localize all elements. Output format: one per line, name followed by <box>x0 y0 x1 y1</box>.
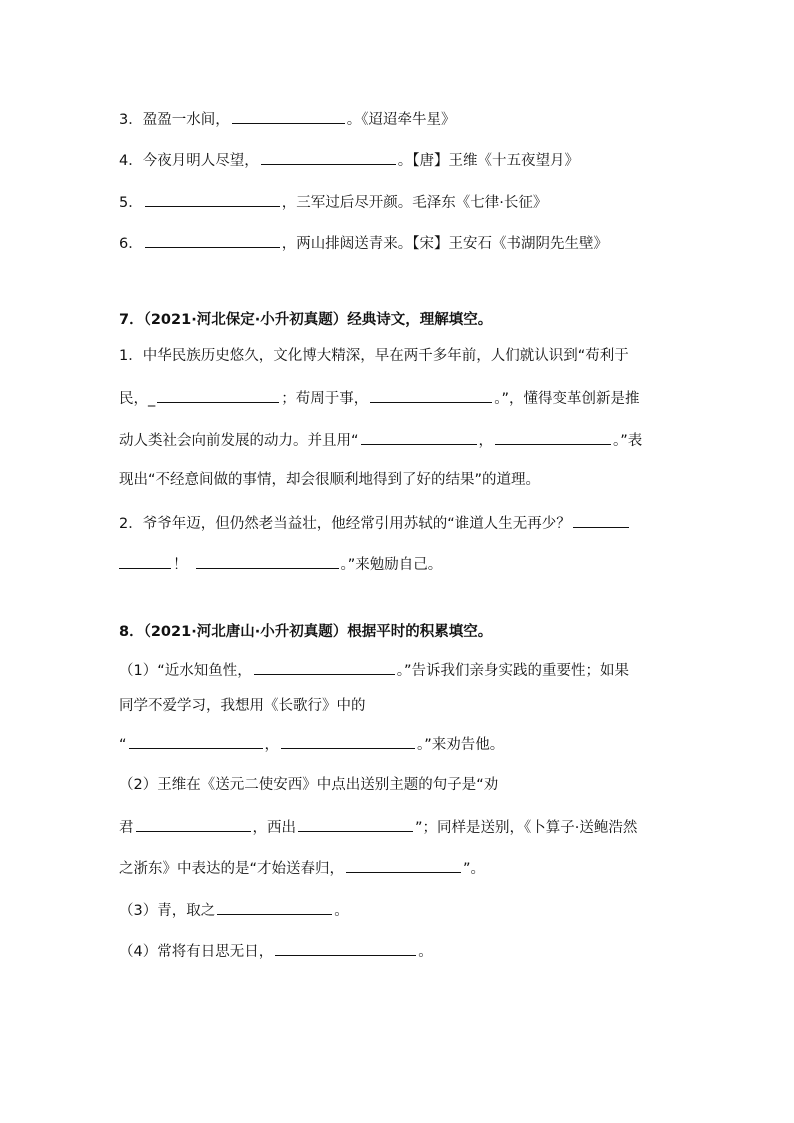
item-text-before: 今夜月明人尽望， <box>142 153 259 169</box>
q8-s4 <box>119 940 433 962</box>
q7-p2-line1 <box>119 512 631 534</box>
item-text-after: ，两山排闼送青来。【宋】王安石《书湖阴先生壁》 <box>281 236 608 252</box>
text-fragment: 2．爷爷年迈，但仍然老当益壮，他经常引用苏轼的“谁道人生无再少？ <box>119 516 571 532</box>
answer-blank[interactable] <box>145 191 280 207</box>
text-fragment: ， <box>478 433 494 449</box>
question-8-heading: 8．（2021·河北唐山·小升初真题）根据平时的积累填空。 <box>119 624 493 640</box>
text-fragment: 。”，懂得变革创新是推 <box>494 391 640 407</box>
text-fragment: 之浙东》中表达的是“才始送春归， <box>119 861 345 877</box>
poem-item-5 <box>119 191 547 213</box>
q7-p2-line2 <box>119 553 442 575</box>
text-fragment: 动人类社会向前发展的动力。并且用“ <box>119 433 359 449</box>
answer-blank[interactable] <box>298 816 413 832</box>
text-fragment: “ <box>119 737 127 753</box>
answer-blank[interactable] <box>361 429 477 445</box>
q7-p1-line2 <box>119 387 640 409</box>
answer-blank[interactable] <box>346 857 461 873</box>
text-fragment: （4）常将有日思无日， <box>119 944 274 960</box>
text-fragment: 。”表 <box>613 433 643 449</box>
answer-blank[interactable] <box>196 553 339 569</box>
text-fragment: 。”来勉励自己。 <box>340 557 443 573</box>
answer-blank[interactable] <box>275 940 416 956</box>
item-number: 5． <box>119 195 143 211</box>
q7-p1-line3 <box>119 429 642 451</box>
item-text-after: 。《迢迢牵牛星》 <box>346 112 456 128</box>
q8-s1-line1 <box>119 659 629 681</box>
answer-blank[interactable] <box>145 232 280 248</box>
q7-p1-line4: 现出“不经意间做的事情，却会很顺利地得到了好的结果”的道理。 <box>119 472 541 488</box>
text-fragment: ”。 <box>463 861 486 877</box>
item-text-before: 盈盈一水间， <box>142 112 230 128</box>
answer-blank[interactable] <box>217 899 332 915</box>
answer-blank[interactable] <box>136 816 251 832</box>
answer-blank[interactable] <box>129 733 263 749</box>
question-7-heading: 7．（2021·河北保定·小升初真题）经典诗文，理解填空。 <box>119 312 493 328</box>
text-fragment: 民，_ <box>119 391 156 407</box>
item-number: 3． <box>119 112 143 128</box>
q8-s1-line2: 同学不爱学习，我想用《长歌行》中的 <box>119 698 366 714</box>
item-text-after: 。【唐】王维《十五夜望月》 <box>397 153 579 169</box>
answer-blank[interactable] <box>495 429 611 445</box>
poem-item-3 <box>119 108 455 130</box>
poem-item-6 <box>119 232 608 254</box>
q8-s2-line1: （2）王维在《送元二使安西》中点出送别主题的句子是“劝 <box>119 777 499 793</box>
text-fragment: ，西出 <box>252 820 296 836</box>
answer-blank[interactable] <box>261 149 396 165</box>
text-fragment: （1）“近水知鱼性， <box>119 663 252 679</box>
item-text-after: ，三军过后尽开颜。毛泽东《七律·长征》 <box>281 195 548 211</box>
q8-s1-line3 <box>119 733 504 755</box>
answer-blank[interactable] <box>232 108 345 124</box>
text-fragment: ”；同样是送别，《卜算子·送鲍浩然 <box>415 820 638 836</box>
text-fragment: 君 <box>119 820 134 836</box>
q8-s3 <box>119 899 349 921</box>
q7-p1-line1: 1．中华民族历史悠久，文化博大精深，早在两千多年前，人们就认识到“苟利于 <box>119 348 629 364</box>
answer-blank[interactable] <box>119 553 171 569</box>
text-fragment: （3）青，取之 <box>119 903 216 919</box>
answer-blank[interactable] <box>157 387 279 403</box>
answer-blank[interactable] <box>370 387 492 403</box>
text-fragment: ， <box>264 737 280 753</box>
text-fragment: ；苟周于事， <box>281 391 369 407</box>
text-fragment: 。”来劝告他。 <box>417 737 505 753</box>
text-fragment: ！ <box>173 557 188 573</box>
poem-item-4 <box>119 149 579 171</box>
q8-s2-line3 <box>119 857 485 879</box>
item-number: 4． <box>119 153 143 169</box>
text-fragment: 。 <box>418 944 433 960</box>
q8-s2-line2 <box>119 816 637 838</box>
answer-blank[interactable] <box>254 659 395 675</box>
text-fragment: 。”告诉我们亲身实践的重要性；如果 <box>396 663 630 679</box>
item-number: 6． <box>119 236 143 252</box>
answer-blank[interactable] <box>281 733 415 749</box>
text-fragment: 。 <box>334 903 349 919</box>
answer-blank[interactable] <box>573 512 629 528</box>
